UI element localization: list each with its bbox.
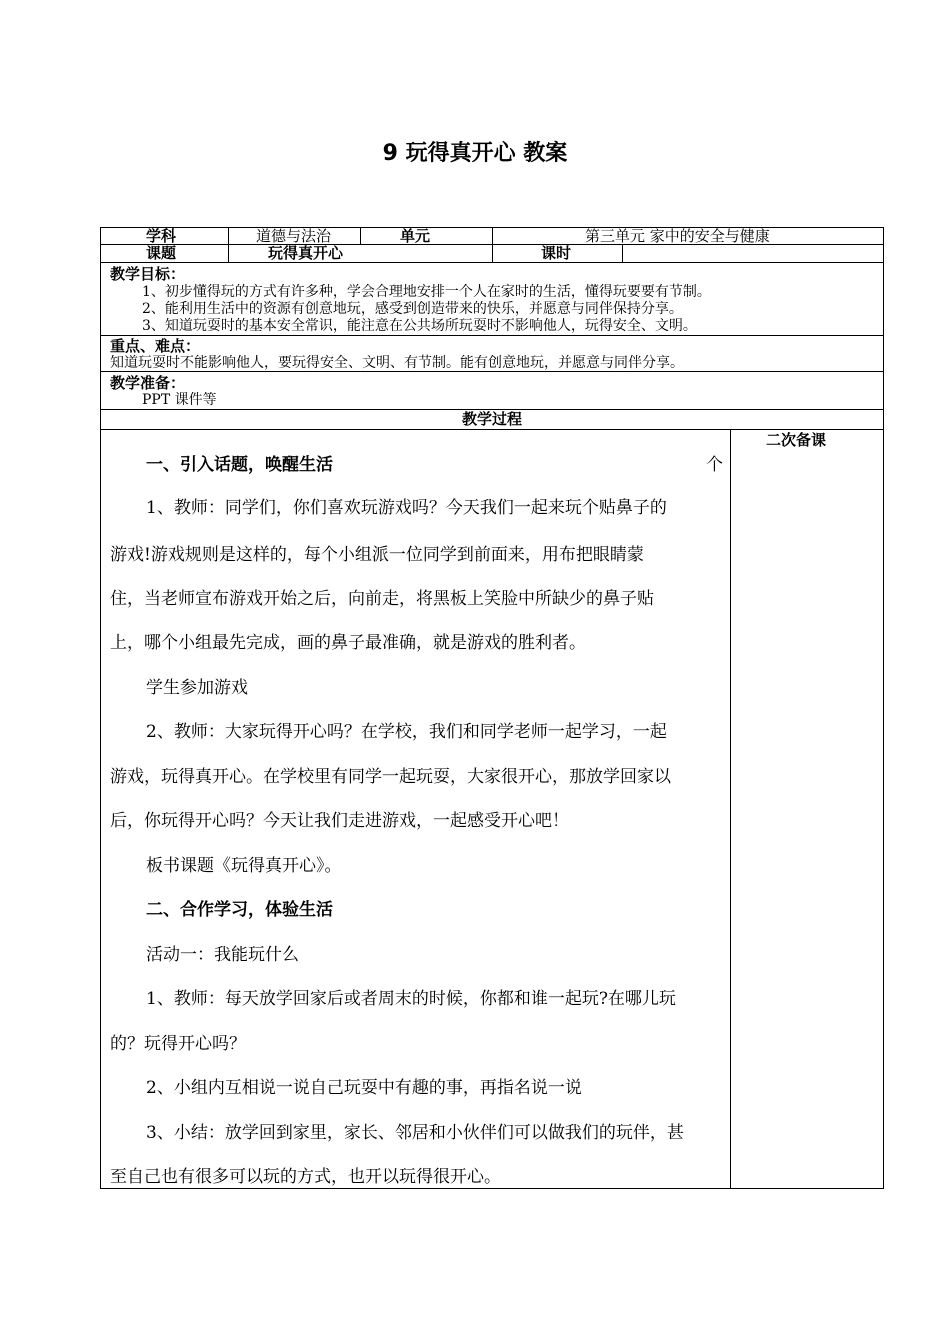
paragraph-line: 上，哪个小组最先完成，画的鼻子最准确，就是游戏的胜利者。	[110, 633, 586, 653]
preparation-heading: 教学准备：	[110, 374, 186, 392]
paragraph-line: 活动一：我能玩什么	[146, 945, 299, 965]
paragraph-line: 的？玩得开心吗？	[110, 1034, 246, 1054]
paragraph-line: 后，你玩得开心吗？今天让我们走进游戏，一起感受开心吧！	[110, 811, 569, 831]
second-prep-heading: 二次备课	[766, 431, 827, 449]
table-rule	[228, 227, 229, 262]
unit-value: 第三单元 家中的安全与健康	[585, 227, 770, 245]
key-points-text: 知道玩耍时不能影响他人，要玩得安全、文明、有节制。能有创意地玩，并愿意与同伴分享。	[110, 355, 684, 371]
table-rule	[100, 335, 884, 336]
objective-item: 3、知道玩耍时的基本安全常识，能注意在公共场所玩耍时不影响他人，玩得安全、文明。	[142, 318, 697, 334]
objective-item: 1、初步懂得玩的方式有许多种，学会合理地安排一个人在家时的生活，懂得玩要要有节制。	[142, 284, 711, 300]
topic-label: 课题	[146, 244, 177, 262]
page-title: 9 玩得真开心 教案	[382, 141, 568, 166]
paragraph-line: 游戏，玩得真开心。在学校里有同学一起玩耍，大家很开心，那放学回家以	[110, 767, 671, 787]
table-rule	[622, 244, 623, 262]
paragraph-line: 学生参加游戏	[146, 678, 248, 698]
process-heading: 教学过程	[461, 410, 522, 428]
hours-label: 课时	[541, 244, 572, 262]
subject-value: 道德与法治	[256, 227, 332, 245]
paragraph-line: 3、小结：放学回到家里，家长、邻居和小伙伴们可以做我们的玩伴，甚	[146, 1123, 684, 1143]
section-heading: 二、合作学习，体验生活	[146, 900, 333, 920]
topic-value: 玩得真开心	[268, 244, 344, 262]
table-rule	[100, 371, 884, 372]
paragraph-line: 住，当老师宣布游戏开始之后，向前走，将黑板上笑脸中所缺少的鼻子贴	[110, 589, 654, 609]
table-rule	[100, 429, 884, 430]
objective-item: 2、能利用生活中的资源有创意地玩，感受到创造带来的快乐，并愿意与同伴保持分享。	[142, 301, 683, 317]
preparation-text: PPT 课件等	[142, 392, 217, 408]
paragraph-line: 板书课题《玩得真开心》。	[146, 856, 342, 876]
unit-label: 单元	[400, 227, 431, 245]
paragraph-line: 至自己也有很多可以玩的方式，也开以玩得很开心。	[110, 1167, 501, 1187]
table-rule	[492, 227, 493, 262]
section-heading: 一、引入话题，唤醒生活	[146, 455, 333, 475]
table-rule	[360, 227, 361, 244]
table-rule	[730, 429, 731, 1189]
objectives-heading: 教学目标：	[110, 265, 186, 283]
key-points-heading: 重点、难点：	[110, 337, 201, 355]
paragraph-line: 2、教师：大家玩得开心吗？在学校，我们和同学老师一起学习，一起	[146, 722, 667, 742]
paragraph-line: 1、教师：每天放学回家后或者周末的时候，你都和谁一起玩?在哪儿玩	[146, 989, 676, 1009]
paragraph-line: 2、小组内互相说一说自己玩耍中有趣的事，再指名说一说	[146, 1078, 582, 1098]
paragraph-line: 1、教师：同学们，你们喜欢玩游戏吗？今天我们一起来玩个贴鼻子的	[146, 498, 667, 518]
table-rule	[100, 262, 884, 263]
paragraph-line: 游戏!游戏规则是这样的，每个小组派一位同学到前面来，用布把眼睛蒙	[110, 545, 644, 565]
subject-label: 学科	[146, 227, 177, 245]
stray-char: 个	[706, 455, 723, 475]
